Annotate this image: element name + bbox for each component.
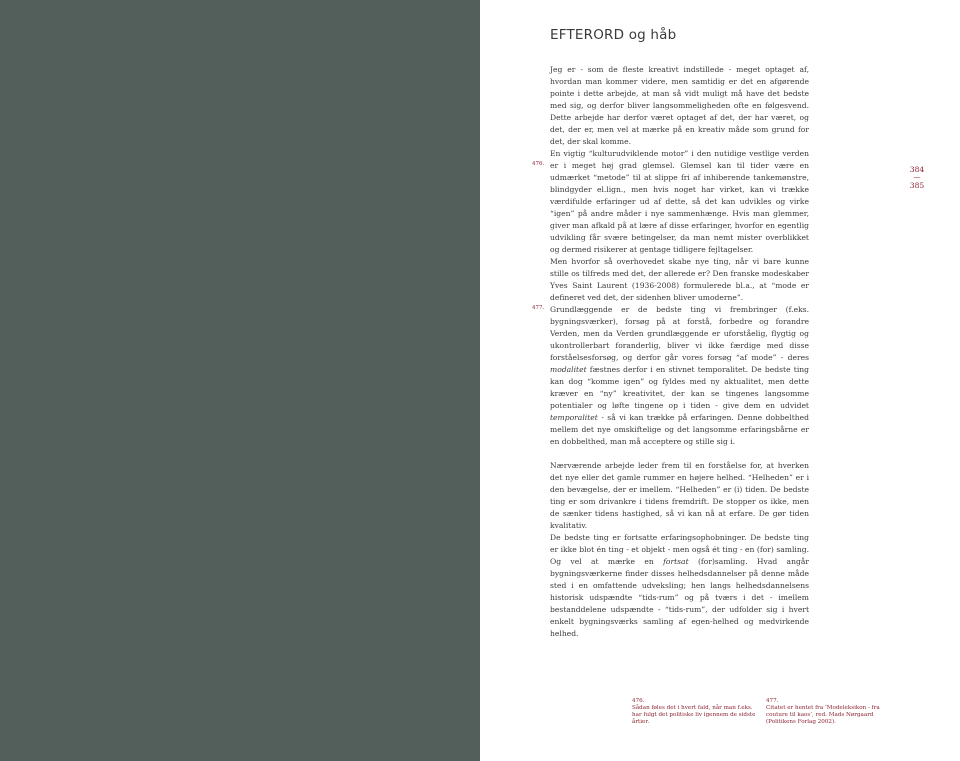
paragraph-2: En vigtig “kulturudviklende motor” i den nutidige vestlige verden er i meget høj grad glemsel. Glemsel kan til tider være en udmærket “metode” til at slippe fri af inhiberende tankemønstre, blindgyder el.lign., men hvis noget har virket, kan vi trække værdifulde erfaringer ud af dette, så det kan udvikles og virke “igen” på andre måder i nye sammenhænge. Hvis man glemmer, giver man afkald på at lære af disse erfaringer, hvorfor en egentlig udvikling får svære betingelser, da man nemt mister overblikket og dermed risikerer at gentage tidligere fejltagelser.: [550, 149, 809, 254]
paragraph-6: De bedste ting er fortsatte erfaringsophobninger. De bedste ting er ikke blot én ting - et objekt - men også ét ting - en (for) samling. Og vel at mærke en fortsat (for)samling. Hvad angår bygningsværkerne finder disses helhedsdannelser på denne måde sted i en omfattende udveksling; hen langs helhedsdannelsens historisk udspændte “tids-rum” og på tværs i det - imellem bestanddelene udspændte - “tids-rum”, der udfolder sig i hvert enkelt bygningsværks samling af egen-helhed og medvirkende helhed.: [550, 533, 809, 638]
body-text: [550, 64, 809, 640]
footnote-476: [632, 698, 757, 726]
page-number-left: 384: [909, 165, 925, 174]
footnote-number: 476.: [632, 698, 645, 704]
paragraph-5: Nærværende arbejde leder frem til en forståelse for, at hverken det nye eller det gamle rummer en højere helhed. “Helheden” er i den bevægelse, der er imellem. “Helheden” er (i) tiden. De bedste ting er som drivankre i tidens fremdrift. De stopper os ikke, men de sænker tidens hastighed, så vi kan nå at erfare. De gør tiden kvalitativ.: [550, 461, 809, 530]
paragraph-1: Jeg er - som de fleste kreativt indstillede - meget optaget af, hvordan man kommer videre, men samtidig er det en afgørende pointe i dette arbejde, at man så vidt muligt må have det bedste med sig, og derfor bliver langsommeligheden ofte en følgesvend. Dette arbejde har derfor været optaget af det, der har været, og det, der er, men vel at mærke på en kreativ måde som grund for det, der skal komme.: [550, 65, 809, 146]
page-numbers: [905, 165, 929, 190]
page-number-separator: —: [913, 173, 921, 181]
page-title: EFTERORD og håb: [550, 27, 677, 43]
note-marker-476: 476.: [532, 161, 545, 167]
footnote-text: Citatet er hentet fra ‘Modeleksikon - fra couture til kaos’, red. Mads Nørgaard (Politikens Forlag 2002).: [766, 705, 880, 725]
footnote-477: [766, 698, 891, 726]
footnote-text: Sådan føles det i hvert fald, når man f.eks. har fulgt det politiske liv igennem de sidste årtier.: [632, 705, 756, 725]
paragraph-3: Men hvorfor så overhovedet skabe nye ting, når vi bare kunne stille os tilfreds med det, der allerede er? Den franske modeskaber Yves Saint Laurent (1936-2008) formulerede bl.a., at “mode er defineret ved det, der sidenhen bliver umoderne”.: [550, 257, 809, 302]
page-number-right: 385: [909, 181, 925, 190]
paragraph-4: Grundlæggende er de bedste ting vi frembringer (f.eks. bygningsværker), forsøg på at forstå, forbedre og forandre Verden, men da Verden grundlæggende er uforståelig, flygtig og ukontrollerbart foranderlig, bliver vi ikke færdige med disse forståelsesforsøg, og derfor går vores forsøg “af mode” - deres modalitet fæstnes derfor i en stivnet temporalitet. De bedste ting kan dog “komme igen” og fyldes med ny aktualitet, men dette kræver en “ny” kreativitet, der kan se tingenes langsomme potentialer og løfte tingene op i tiden - give dem en udvidet temporalitet - så vi kan trække på erfaringen. Denne dobbelthed mellem det nye omskiftelige og det langsomme erfaringsbårne er en dobbelthed, man må acceptere og stille sig i.: [550, 305, 809, 446]
footnote-number: 477.: [766, 698, 779, 704]
note-marker-477: 477.: [532, 305, 545, 311]
